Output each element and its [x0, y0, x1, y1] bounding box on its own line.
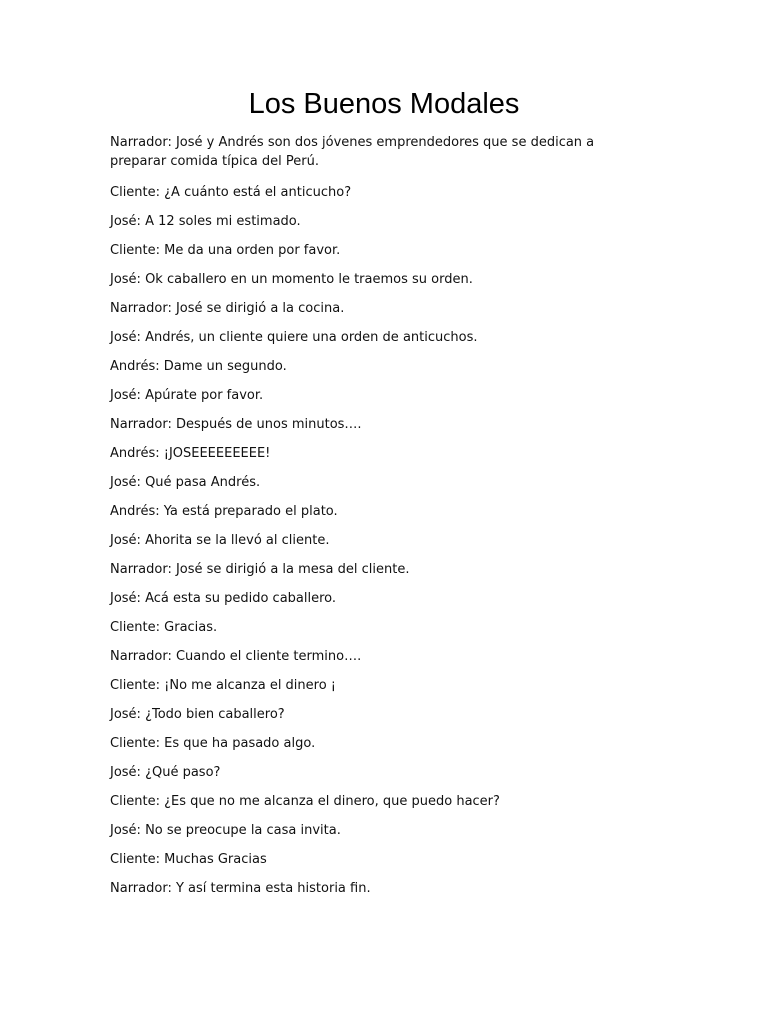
dialogue-line: Narrador: Y así termina esta historia fin.: [110, 881, 371, 896]
dialogue-line: José: Qué pasa Andrés.: [110, 475, 261, 490]
dialogue-line: José: Ahorita se la llevó al cliente.: [110, 533, 330, 548]
dialogue-line: Andrés: Ya está preparado el plato.: [110, 504, 338, 519]
dialogue-line: Cliente: Gracias.: [110, 620, 218, 635]
dialogue-line: Andrés: Dame un segundo.: [110, 359, 287, 374]
dialogue-line: José: No se preocupe la casa invita.: [110, 823, 341, 838]
dialogue-line: Andrés: ¡JOSEEEEEEEEE!: [110, 446, 271, 461]
dialogue-line: Narrador: José se dirigió a la mesa del cliente.: [110, 562, 410, 577]
dialogue-line: Cliente: ¿Es que no me alcanza el dinero, que puedo hacer?: [110, 794, 500, 809]
dialogue-line: Cliente: ¡No me alcanza el dinero ¡: [110, 678, 337, 693]
dialogue-line: Narrador: José se dirigió a la cocina.: [110, 301, 345, 316]
document-title: Los Buenos Modales: [248, 88, 520, 120]
dialogue-line: José: Acá esta su pedido caballero.: [110, 591, 337, 606]
dialogue-body: [110, 133, 650, 908]
dialogue-line: José: Ok caballero en un momento le traemos su orden.: [110, 272, 473, 287]
dialogue-line: Cliente: ¿A cuánto está el anticucho?: [110, 185, 352, 200]
dialogue-line: Narrador: José y Andrés son dos jóvenes emprendedores que se dedican a preparar comida típica del Perú.: [110, 135, 595, 169]
dialogue-line: Narrador: Después de unos minutos….: [110, 417, 362, 432]
dialogue-line: Cliente: Es que ha pasado algo.: [110, 736, 316, 751]
dialogue-line: José: Apúrate por favor.: [110, 388, 264, 403]
dialogue-line: Narrador: Cuando el cliente termino….: [110, 649, 362, 664]
dialogue-line: José: A 12 soles mi estimado.: [110, 214, 301, 229]
dialogue-line: José: ¿Todo bien caballero?: [110, 707, 285, 722]
dialogue-line: José: Andrés, un cliente quiere una orden de anticuchos.: [110, 330, 478, 345]
dialogue-line: Cliente: Muchas Gracias: [110, 852, 267, 867]
dialogue-line: Cliente: Me da una orden por favor.: [110, 243, 341, 258]
dialogue-line: José: ¿Qué paso?: [110, 765, 221, 780]
